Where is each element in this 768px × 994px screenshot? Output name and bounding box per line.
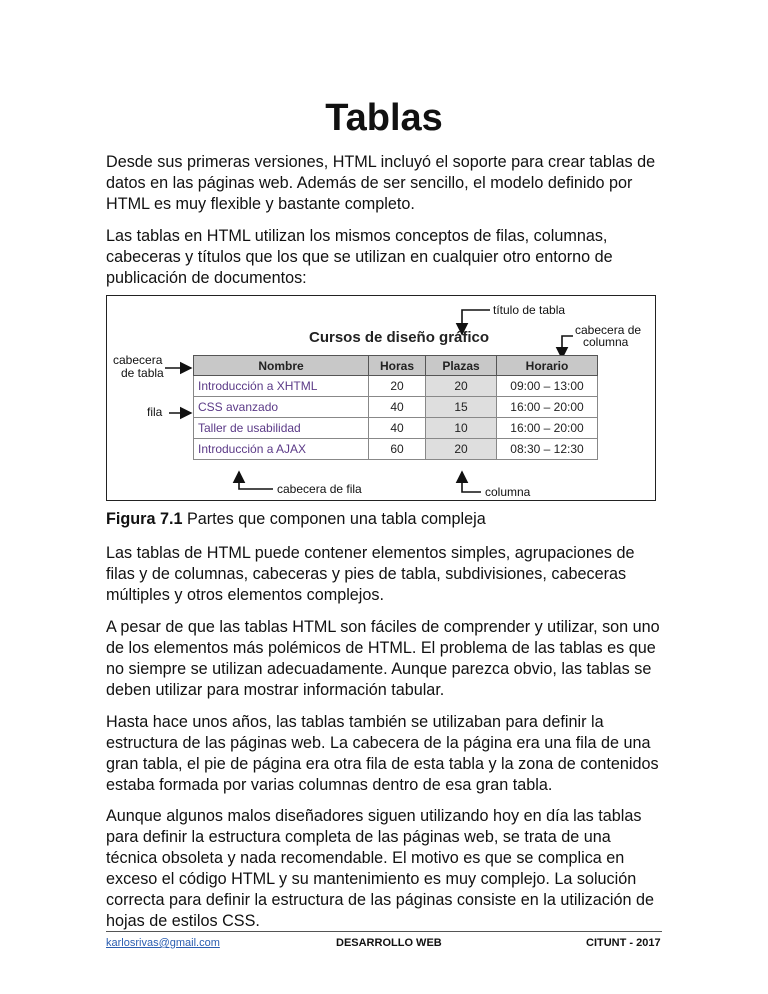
annotation-cabecera-columna-1: cabecera de	[575, 323, 642, 337]
header-plazas: Plazas	[426, 356, 497, 376]
table-cell: 40	[369, 418, 426, 439]
table-cell: 20	[369, 376, 426, 397]
row-header-cell: CSS avanzado	[194, 397, 369, 418]
annotation-fila: fila	[147, 405, 163, 419]
table-row	[194, 439, 598, 460]
figure-table-diagram	[106, 295, 656, 501]
arrow-cabecera-fila	[239, 472, 273, 489]
row-header-cell: Taller de usabilidad	[194, 418, 369, 439]
paragraph-controversy: A pesar de que las tablas HTML son fáciles de comprender y utilizar, son uno de los elementos más polémicos de HTML. El problema de las tablas es que no siempre se utilizan adecuadamente. Aunque parezca obvio, las tablas se deben utilizar para mostrar información tabular.	[106, 618, 660, 699]
table-cell: 40	[369, 397, 426, 418]
footer-institution: CITUNT - 2017	[586, 937, 661, 949]
figure-caption-label: Figura 7.1	[106, 510, 183, 528]
table-row	[194, 376, 598, 397]
footer-course-name: DESARROLLO WEB	[336, 937, 442, 949]
figure-caption	[106, 508, 662, 530]
arrow-columna	[462, 472, 481, 492]
paragraph-history: Hasta hace unos años, las tablas también se utilizaban para definir la estructura de las páginas web. La cabecera de la página era una fila de una gran tabla, el pie de página era otra fila de esta tabla y la zona de contenidos estaba formada por varias columnas dentro de esa gran tabla.	[106, 713, 659, 794]
header-horas: Horas	[369, 356, 426, 376]
table-cell: 08:30 – 12:30	[497, 439, 598, 460]
table-cell: 60	[369, 439, 426, 460]
table-cell: 15	[426, 397, 497, 418]
table-cell: 16:00 – 20:00	[497, 397, 598, 418]
figure-table-title: Cursos de diseño gráfico	[309, 329, 490, 346]
figure-caption-text: Partes que componen una tabla compleja	[182, 510, 486, 528]
page-title: Tablas	[325, 97, 443, 139]
courses-table-header-row	[194, 356, 598, 376]
paragraph-obsolete: Aunque algunos malos diseñadores siguen utilizando hoy en día las tablas para definir la estructura completa de las páginas web, se trata de una técnica obsoleta y nada recomendable. El motivo es que se complica en exceso el código HTML y su mantenimiento es muy complejo. La solución correcta para definir la estructura de las páginas consiste en la utilización de hojas de estilos CSS.	[106, 807, 654, 930]
header-horario: Horario	[497, 356, 598, 376]
annotation-cabecera-fila: cabecera de fila	[277, 482, 362, 496]
annotation-columna: columna	[485, 485, 531, 499]
table-cell: 16:00 – 20:00	[497, 418, 598, 439]
annotation-cabecera-tabla-2: de tabla	[121, 366, 164, 380]
footer-divider	[106, 931, 662, 932]
table-cell: 09:00 – 13:00	[497, 376, 598, 397]
table-cell: 10	[426, 418, 497, 439]
annotation-cabecera-tabla-1: cabecera	[113, 353, 163, 367]
table-cell: 20	[426, 439, 497, 460]
footer-email-link[interactable]: karlosrivas@gmail.com	[106, 937, 220, 949]
header-nombre: Nombre	[194, 356, 369, 376]
courses-table	[193, 355, 598, 460]
annotation-titulo-tabla: título de tabla	[493, 303, 566, 317]
table-row	[194, 397, 598, 418]
paragraph-concepts: Las tablas en HTML utilizan los mismos conceptos de filas, columnas, cabeceras y títulos que los que se utilizan en cualquier otro entorno de publicación de documentos:	[106, 227, 613, 287]
paragraph-intro: Desde sus primeras versiones, HTML incluyó el soporte para crear tablas de datos en las páginas web. Además de ser sencillo, el modelo definido por HTML es muy flexible y bastante completo.	[106, 153, 656, 213]
annotation-cabecera-columna-2: columna	[583, 335, 629, 349]
table-row	[194, 418, 598, 439]
row-header-cell: Introducción a XHTML	[194, 376, 369, 397]
row-header-cell: Introducción a AJAX	[194, 439, 369, 460]
table-cell: 20	[426, 376, 497, 397]
paragraph-elements: Las tablas de HTML puede contener elementos simples, agrupaciones de filas y de columnas, cabeceras y pies de tabla, subdivisiones, cabeceras múltiples y otros elementos complejos.	[106, 544, 635, 604]
